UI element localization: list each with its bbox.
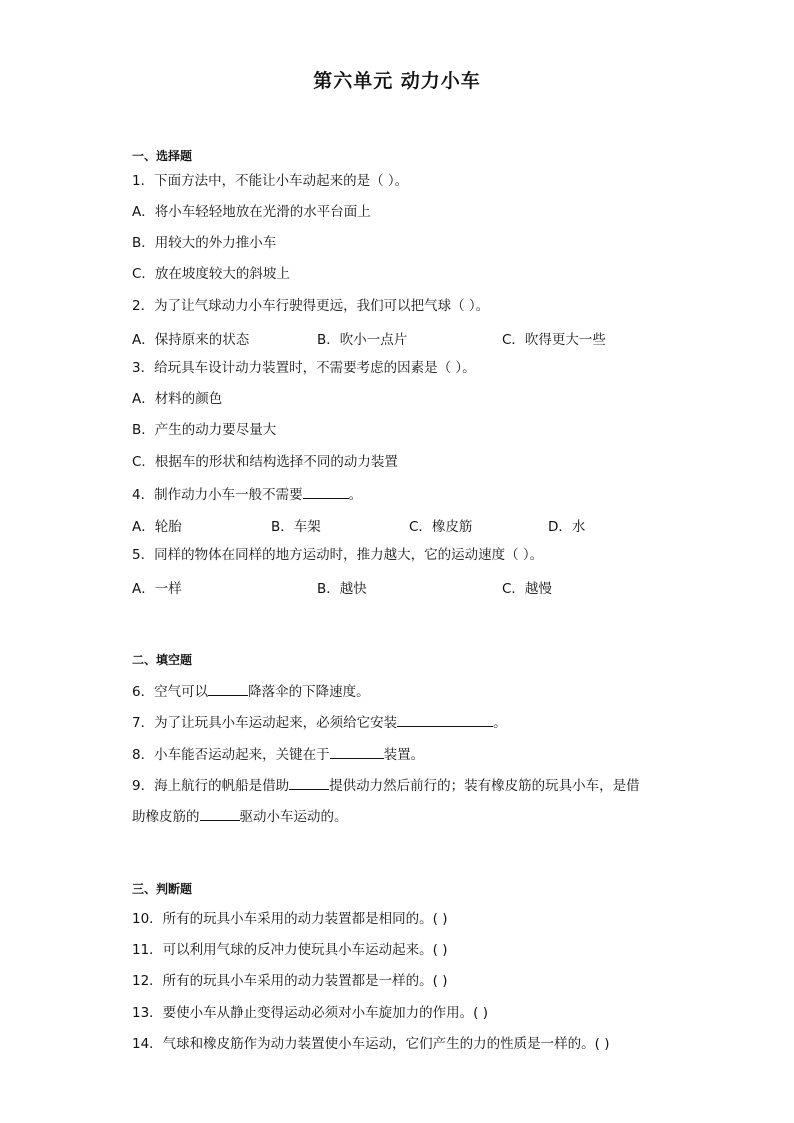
question-9-text-2: 助橡皮筋的 <box>132 809 200 825</box>
question-2-option-b: B．吹小一点片 <box>317 332 408 348</box>
question-1-option-b: B．用较大的外力推小车 <box>132 235 277 251</box>
question-11: 11．可以利用气球的反冲力使玩具小车运动起来。( ) <box>132 942 448 958</box>
question-9-text: 9．海上航行的帆船是借助 <box>132 778 290 794</box>
question-5: 5．同样的物体在同样的地方运动时，推力越大，它的运动速度（ ）。 <box>132 547 544 563</box>
question-12: 12．所有的玩具小车采用的动力装置都是一样的。( ) <box>132 973 448 989</box>
question-8-end: 装置。 <box>383 747 425 763</box>
question-8 <box>132 744 424 764</box>
question-4-end: 。 <box>348 487 363 503</box>
question-9-mid: 提供动力然后前行的；装有橡皮筋的玩具小车，是借 <box>329 778 640 794</box>
question-9-end: 驱动小车运动的。 <box>239 809 348 825</box>
answer-blank <box>200 806 240 821</box>
section-heading-judge: 三、判断题 <box>132 882 193 896</box>
question-4-options <box>132 515 692 533</box>
question-8-text: 8．小车能否运动起来，关键在于 <box>132 747 330 763</box>
question-1-option-a: A．将小车轻轻地放在光滑的水平台面上 <box>132 204 371 220</box>
question-2: 2．为了让气球动力小车行驶得更远，我们可以把气球（ ）。 <box>132 298 490 314</box>
question-6 <box>132 681 370 701</box>
section-heading-fill: 二、填空题 <box>132 653 193 667</box>
question-4-option-d: D．水 <box>548 519 586 535</box>
question-5-option-c: C．越慢 <box>502 581 552 597</box>
answer-blank <box>303 484 349 499</box>
question-6-end: 降落伞的下降速度。 <box>248 684 370 700</box>
question-2-option-a: A．保持原来的状态 <box>132 332 250 348</box>
question-2-option-c: C．吹得更大一些 <box>502 332 606 348</box>
question-4-option-a: A．轮胎 <box>132 519 182 535</box>
question-3-option-b: B．产生的动力要尽量大 <box>132 422 277 438</box>
question-3-option-c: C．根据车的形状和结构选择不同的动力装置 <box>132 454 398 470</box>
question-5-option-b: B．越快 <box>317 581 367 597</box>
question-3-option-a: A．材料的颜色 <box>132 391 223 407</box>
question-4-option-b: B．车架 <box>271 519 321 535</box>
question-4 <box>132 484 362 504</box>
question-1: 1．下面方法中，不能让小车动起来的是（ ）。 <box>132 173 409 189</box>
question-14: 14．气球和橡皮筋作为动力装置使小车运动，它们产生的力的性质是一样的。( ) <box>132 1036 610 1052</box>
question-6-text: 6．空气可以 <box>132 684 209 700</box>
answer-blank <box>289 775 329 790</box>
question-7-end: 。 <box>493 715 507 731</box>
question-2-options <box>132 328 692 346</box>
page-title: 第六单元 动力小车 <box>313 70 481 92</box>
question-1-option-c: C．放在坡度较大的斜坡上 <box>132 266 290 282</box>
question-5-options <box>132 577 692 595</box>
question-4-text: 4．制作动力小车一般不需要 <box>132 487 303 503</box>
question-13: 13．要使小车从静止变得运动必须对小车旋加力的作用。( ) <box>132 1005 489 1021</box>
question-10: 10．所有的玩具小车采用的动力装置都是相同的。( ) <box>132 911 448 927</box>
answer-blank <box>397 712 493 727</box>
answer-blank <box>208 681 248 696</box>
question-3: 3．给玩具车设计动力装置时，不需要考虑的因素是（ ）。 <box>132 360 476 376</box>
question-9 <box>132 775 640 795</box>
question-7 <box>132 712 507 732</box>
question-5-option-a: A．一样 <box>132 581 182 597</box>
answer-blank <box>330 744 384 759</box>
section-heading-choice: 一、选择题 <box>132 149 193 163</box>
question-4-option-c: C．橡皮筋 <box>409 519 473 535</box>
question-7-text: 7．为了让玩具小车运动起来，必须给它安装 <box>132 715 398 731</box>
question-9-line-2 <box>132 806 348 826</box>
